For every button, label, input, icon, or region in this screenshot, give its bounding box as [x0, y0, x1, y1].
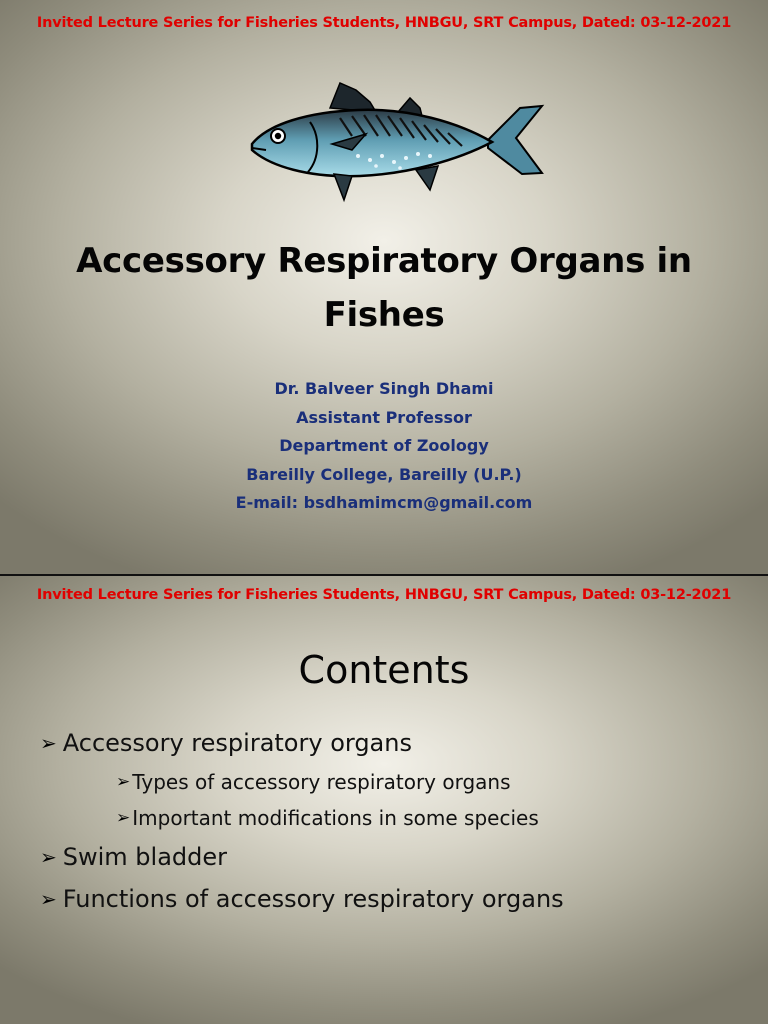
- author-department: Department of Zoology: [279, 436, 489, 455]
- author-block: [0, 375, 768, 518]
- author-name: Dr. Balveer Singh Dhami: [274, 379, 494, 398]
- author-college: Bareilly College, Bareilly (U.P.): [246, 464, 522, 484]
- title-line-2: Fishes: [323, 295, 445, 335]
- list-subitem: [40, 764, 564, 800]
- list-item: [40, 836, 564, 878]
- arrow-bullet-icon: ➢: [40, 887, 57, 911]
- list-item-label: Swim bladder: [62, 843, 228, 871]
- contents-title: Contents: [298, 648, 470, 692]
- slide-header: Invited Lecture Series for Fisheries Students, HNBGU, SRT Campus, Dated: 03-12-2021: [36, 15, 732, 31]
- list-subitem-label: Important modifications in some species: [132, 806, 539, 830]
- arrow-bullet-icon: ➢: [40, 845, 57, 869]
- list-item: [40, 878, 564, 920]
- list-item: [40, 722, 564, 764]
- author-position: Assistant Professor: [296, 407, 472, 427]
- contents-list: [40, 722, 564, 920]
- arrow-bullet-icon: ➢: [116, 808, 131, 828]
- list-item-label: Accessory respiratory organs: [62, 729, 412, 757]
- list-item-label: Functions of accessory respiratory organs: [62, 885, 564, 913]
- contents-slide: [0, 576, 768, 1024]
- slide-title: [0, 234, 768, 342]
- author-email: E-mail: bsdhamimcm@gmail.com: [235, 493, 533, 512]
- list-subitem: [40, 800, 564, 836]
- arrow-bullet-icon: ➢: [40, 731, 57, 755]
- arrow-bullet-icon: ➢: [116, 772, 131, 792]
- title-line-1: Accessory Respiratory Organs in: [76, 241, 692, 281]
- fish-illustration-icon: [248, 78, 546, 206]
- list-subitem-label: Types of accessory respiratory organs: [132, 770, 511, 794]
- slide-header: Invited Lecture Series for Fisheries Students, HNBGU, SRT Campus, Dated: 03-12-2021: [36, 587, 732, 603]
